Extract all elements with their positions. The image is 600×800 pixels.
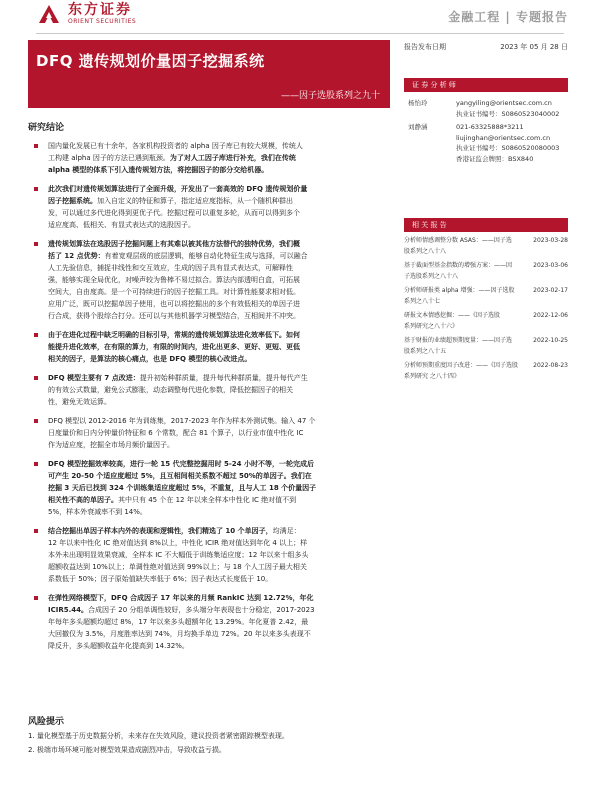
- related-report-item[interactable]: [404, 261, 568, 282]
- analyst-license: 执业证书编号：S0860520080003: [456, 144, 560, 152]
- bullet-text: 作为适应度，挖掘全市场月频价量因子。: [48, 441, 174, 449]
- bullet-text: 合成因子 20 分组单调性较好，多头端分年表现也十分稳定，2017-2023: [88, 606, 315, 614]
- related-report-title: 系列研究 之八十四》: [404, 372, 460, 380]
- risk-heading: 风险提示: [28, 717, 65, 727]
- related-report-item[interactable]: [404, 236, 568, 257]
- related-report-item[interactable]: [404, 361, 568, 382]
- bullet-square-icon: [34, 144, 38, 148]
- related-report-title: 分析师预期重度因子改进：——《因子选股: [404, 362, 519, 369]
- analyst-email[interactable]: yangyiling@orientsec.com.cn: [456, 99, 552, 107]
- bullet-square-icon: [34, 376, 38, 380]
- bullet-square-icon: [34, 529, 38, 533]
- related-report-date: 2022-12-06: [533, 312, 568, 319]
- bullet-text: 年每年多头超额均超过 8%，17 年以来多头超额年化 13.29%。年化夏普 2.42，最: [48, 618, 309, 626]
- related-report-date: 2022-10-25: [533, 337, 568, 344]
- related-report-title: 股系列之八十八: [404, 247, 447, 255]
- bullet-emphasis-text: 遗传规划算法在选股因子挖掘问题上有其难以被其他方法替代的独特优势，我们概: [48, 240, 300, 248]
- bullet-emphasis-text: DFQ 模型挖掘效率较高，进行一轮 15 代完整挖掘用时 5-24 小时不等，一轮完成后: [48, 460, 314, 468]
- report-type: 金融工程 | 专题报告: [448, 10, 568, 24]
- bullet-square-icon: [34, 462, 38, 466]
- bullet-square-icon: [34, 333, 38, 337]
- bullet-square-icon: [34, 596, 38, 600]
- bullet-emphasis-text: 能提升进化效率，在有限的算力，有限的时间内，进化出更多、更好、更短、更低: [48, 343, 300, 351]
- bullet-text: 适应度高、低相关、有显式表达式的选股因子。: [48, 221, 195, 229]
- bullet-text: 大回撤仅为 3.5%，月度胜率达到 74%，月均换手单边 72%。20 年以来多头表现不: [48, 630, 311, 638]
- bullet-text: 5%，样本外衰减率不到 14%。: [48, 508, 147, 516]
- analyst-name: 杨怡玲: [408, 99, 428, 107]
- related-report-title: 系列之八十七: [404, 297, 441, 305]
- bullet-emphasis-text: 相关性不高的单因子。: [48, 496, 118, 504]
- analyst-section-heading: 证 券 分 析 师: [404, 78, 568, 92]
- logo-name-cn: 东方证券: [68, 2, 132, 18]
- bullet-emphasis-text: 相关的因子，是算法的核心痛点，也是 DFQ 模型的核心改进点。: [48, 355, 252, 363]
- bullet-text: 系数低于 50%；因子原始值缺失率低于 6%；因子表达式长度低于 10。: [48, 575, 273, 583]
- bullet-emphasis-text: 为了对人工因子库进行补充，我们在传统: [169, 154, 296, 162]
- bullet-text: 空间大，自由度高。是一个可持续进行的因子挖掘工具。对计算性能要求相对低。: [48, 288, 300, 296]
- bullet-text: 性，避免无效运算。: [48, 398, 111, 406]
- analyst-email[interactable]: liujinghan@orientsec.com.cn: [456, 133, 551, 142]
- risk-item: 2. 极端市场环境可能对模型效果造成剧烈冲击，导致收益亏损。: [28, 746, 226, 754]
- bullet-emphasis-text: 因子挖掘系统。: [48, 197, 97, 205]
- bullet-square-icon: [34, 419, 38, 423]
- bullet-emphasis-text: alpha 模型的体系下引入遗传规划方法，将挖掘因子的部分交给机器。: [48, 166, 269, 174]
- bullet-emphasis-text: 可产生 20-50 个适应度超过 5%，且互相间相关系数不超过 50%的单因子。我们在: [48, 472, 312, 480]
- related-report-item[interactable]: [404, 286, 568, 307]
- related-report-date: 2023-02-17: [533, 287, 568, 294]
- bullet-emphasis-text: 由于在进化过程中缺乏明确的目标引导，常规的遗传规划算法进化效率低下。如何: [48, 331, 300, 339]
- analyst-license: 执业证书编号：S0860523040002: [456, 109, 560, 118]
- related-report-item[interactable]: [404, 311, 568, 332]
- bullet-text: 有着宽观层级的底层逻辑，能够自动化特征生成与选择，可以融合: [104, 252, 308, 260]
- related-report-date: 2022-08-23: [533, 362, 568, 369]
- bullet-text: 降反升，多头超额收益年化提高到 14.32%。: [48, 642, 189, 650]
- brand-logo: [36, 2, 136, 26]
- bullet-text: 强，能够实现全局优化，对噪声较为鲁棒不易过拟合。算法内部透明白盒，可拓展: [48, 276, 300, 284]
- bullet-text: 日度量价和日内分钟量价特征和 6 个常数，配合 81 个算子，以行业市值中性化 IC: [48, 429, 304, 437]
- bullet-square-icon: [34, 242, 38, 246]
- bullet-text: 人工先验信息，捕捉非线性和交互效应，生成的因子具有显式表达式，可解释性: [48, 264, 293, 272]
- related-report-title: 股系列之八十五: [404, 347, 447, 355]
- bullet-text: 提升初始种群质量，提升每代种群质量，提升每代产生: [139, 374, 308, 382]
- title-band: [28, 40, 390, 108]
- bullet-emphasis-text: 结合挖掘出单因子样本内外的表现和逻辑性，我们精选了 10 个单因子，: [48, 527, 273, 535]
- related-report-title: 基于截面型基金指数的增强方案：——因: [404, 262, 513, 269]
- related-report-title: 研报文本情感挖掘：——《因子选股: [404, 312, 501, 319]
- analyst-phone: 021-63325888*3211: [456, 123, 524, 131]
- conclusion-heading: 研究结论: [28, 123, 65, 133]
- bullet-text: 本外未出现明显效果衰减，全样本 IC 不大幅低于训练集适应度；12 年以来十组多头: [48, 551, 309, 559]
- related-report-title: 子选股系列之八十八: [404, 272, 459, 280]
- bullet-text: 工构建 alpha 因子的方法已遇到瓶颈。: [48, 154, 170, 162]
- related-report-date: 2023-03-06: [533, 262, 568, 269]
- bullet-text: 国内量化发展已有十余年，各家机构投资者的 alpha 因子库已有较大规模，传统人: [48, 142, 303, 150]
- related-report-title: 基于财报的业绩超预期度量：——因子选: [404, 337, 513, 344]
- publish-date-value: 2023 年 05 月 28 日: [500, 43, 568, 51]
- report-series: ——因子选股系列之九十: [280, 91, 380, 101]
- bullet-text: 加入自定义的特征和算子，指定适应度指标，从一个随机种群出: [97, 197, 293, 205]
- publish-date-label: 报告发布日期: [404, 43, 446, 51]
- bullet-text: 均满足：: [272, 527, 301, 535]
- bullet-text: 应用广泛，既可以挖掘单因子使用，也可以将挖掘出的多个有效低相关的单因子进: [48, 300, 300, 308]
- analyst-hk-license: 香港证监会牌照：BSX840: [456, 154, 534, 163]
- bullet-text: 行合成，获得个股综合打分。还可以与其他机器学习模型结合，互相间并不冲突。: [48, 312, 300, 320]
- bullet-emphasis-text: DFQ 模型主要有 7 点改进：: [48, 374, 140, 382]
- header-divider: [36, 33, 564, 34]
- bullet-emphasis-text: ICIR5.44。: [48, 606, 89, 614]
- logo-name-en: ORIENT SECURITIES: [68, 18, 137, 25]
- bullet-text: 超额收益达到 10%以上；单调性绝对值达到 99%以上；与 18 个人工因子最大相关: [48, 563, 307, 571]
- bullet-text: 其中只有 45 个在 12 年以来全样本中性化 IC 绝对值不到: [118, 496, 297, 504]
- risk-item: 1. 量化模型基于历史数据分析，未来存在失效风险，建议投资者紧密跟踪模型表现。: [28, 732, 289, 740]
- related-report-title: 系列研究之八十六》: [404, 322, 459, 330]
- bullet-text: 发，可以通过多代进化得到更优子代。挖掘过程可以重复多轮，从而可以得到多个: [48, 209, 300, 217]
- bullet-emphasis-text: 在弹性网络模型下，DFQ 合成因子 17 年以来的月频 RankIC 达到 12.72%，年化: [48, 594, 314, 602]
- related-report-item[interactable]: [404, 336, 568, 357]
- analyst-name: 刘静涵: [408, 123, 428, 131]
- bullet-text: DFQ 模型以 2012-2016 年为训练集，2017-2023 年作为样本外测试集。输入 47 个: [48, 417, 316, 425]
- bullet-text: 12 年以来中性化 IC 绝对值达到 8%以上，中性化 ICIR 绝对值达到年化 4 以上；样: [48, 539, 308, 547]
- bullet-square-icon: [34, 187, 38, 191]
- bullet-emphasis-text: 挖掘 3 天后已找到 324 个训练集适应度超过 5%，不重复，且与人工 18 个价量因子: [48, 484, 317, 492]
- logo-mark-icon: [36, 3, 62, 25]
- page-header: [0, 0, 600, 34]
- related-report-date: 2023-03-28: [533, 237, 568, 244]
- bullet-emphasis-text: 此次我们对遗传规划算法进行了全面升级，开发出了一套高效的 DFQ 遗传规划价量: [48, 185, 308, 193]
- report-title: DFQ 遗传规划价量因子挖掘系统: [36, 52, 265, 70]
- related-report-title: 分析师研报类 alpha 增强：——因子选股: [404, 287, 515, 294]
- related-section-heading: 相 关 报 告: [404, 218, 568, 232]
- bullet-text: 的有效公式数量，避免公式膨胀，动态调整每代进化参数，降低挖掘因子的相关: [48, 386, 293, 394]
- bullet-emphasis-text: 括了 12 点优势：: [48, 252, 105, 260]
- related-report-title: 分析师情感调整分数 ASAS：——因子选: [404, 237, 512, 244]
